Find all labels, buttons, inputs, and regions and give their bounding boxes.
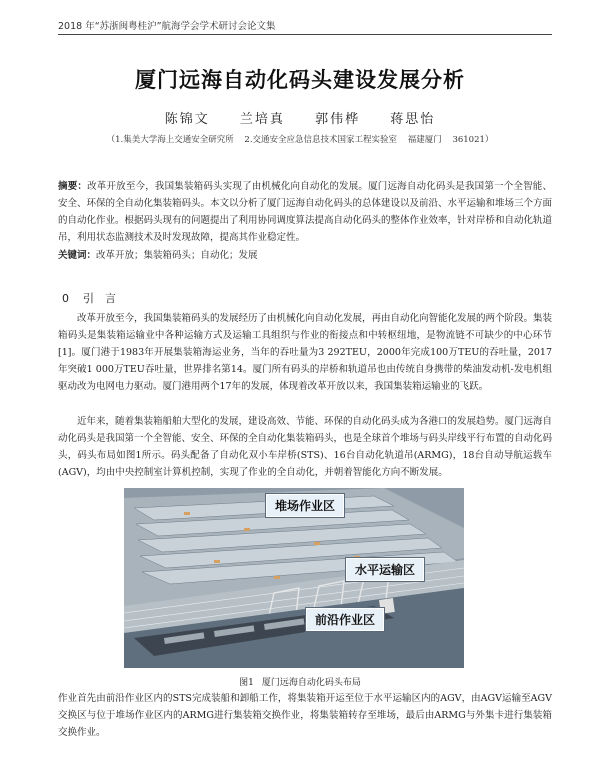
- author: 陈锦文: [164, 112, 210, 127]
- author: 蒋思怡: [390, 112, 436, 127]
- author: 兰培真: [239, 112, 285, 127]
- author: 郭伟桦: [315, 112, 361, 127]
- section-heading: [62, 290, 130, 306]
- affiliation: [0, 133, 600, 145]
- abstract: [58, 178, 552, 246]
- abstract-label: 摘要：: [58, 181, 88, 192]
- body-paragraph: 作业首先由前沿作业区内的STS完成装船和卸船工作，将集装箱开运至位于水平运输区内的AGV，由AGV运输至AGV交换区与位于堆场作业区内的ARMG进行集装箱交换作业，将集装箱转存至堆场，最后由ARMG与外集卡进行集装箱交换作业。: [58, 693, 552, 738]
- body-paragraph: 近年来，随着集装箱船舶大型化的发展，建设高效、节能、环保的自动化码头成为各港口的发展趋势。厦门远海自动化码头是我国第一个全智能、安全、环保的全自动化集装箱码头，也是全球首个堆场与码头岸线平行布置的自动化码头，码头布局如图1所示。码头配备了自动化双小车岸桥(STS)、16台自动化轨道吊(ARMG)，18台自动导航运载车(AGV)，均由中央控制室计算机控制，实现了作业的全自动化，并朝着智能化方向不断发展。: [58, 416, 553, 478]
- affiliation-part: （1.集美大学海上交通安全研究所: [106, 135, 234, 145]
- affiliation-part: 福建厦门: [407, 135, 442, 145]
- running-header: 2018 年“苏浙闽粤桂沪”航海学会学术研讨会论文集: [58, 21, 276, 32]
- paper-title: 厦门远海自动化码头建设发展分析: [135, 68, 465, 92]
- section-title: 引 言: [83, 292, 116, 305]
- section-number: 0: [62, 292, 69, 305]
- terminal-layout-figure: [124, 488, 464, 668]
- affiliation-part: 361021）: [452, 135, 494, 145]
- keywords-text: 改革开放；集装箱码头；自动化；发展: [96, 250, 258, 261]
- zone-label-front: 前沿作业区: [306, 608, 384, 631]
- header-rule: [58, 34, 552, 35]
- figure-number: 图1: [239, 678, 254, 688]
- author-list: [0, 108, 600, 127]
- figure-caption: [0, 675, 600, 688]
- body-paragraph: 改革开放至今，我国集装箱码头的发展经历了由机械化向自动化发展，再由自动化向智能化发展的两个阶段。集装箱码头是集装箱运输业中各种运输方式及运输工具组织与作业的衔接点和中转枢纽地，是物流链不可缺少的中心环节[1]。厦门港于1983年开展集装箱海运业务，当年的吞吐量为3 292TEU，2000年完成100万TEU的吞吐量，2017年突破1 000万TEU吞吐量，世界排名第14。厦门所有码头的岸桥和轨道吊也由传统自身携带的柴油发动机-发电机组驱动改为电网电力驱动。厦门港用两个17年的发展，体现着改革开放以来，我国集装箱运输业的飞跃。: [58, 313, 553, 392]
- zone-label-yard: 堆场作业区: [266, 494, 344, 517]
- zone-label-horizontal-transport: 水平运输区: [346, 558, 424, 581]
- abstract-text: 改革开放至今，我国集装箱码头实现了由机械化向自动化的发展。厦门远海自动化码头是我国第一个全智能、安全、环保的全自动化集装箱码头。本文以分析了厦门远海自动化码头的总体建设以及前沿、水平运输和堆场三个方面的自动化作业。根据码头现有的问题提出了利用协同调度算法提高自动化码头的整体作业效率，针对岸桥和自动化轨道吊，利用状态监测技术及时发现故障，提高其作业稳定性。: [58, 181, 553, 243]
- keywords: [58, 247, 552, 261]
- figure-caption-text: 厦门远海自动化码头布局: [261, 678, 361, 688]
- keywords-label: 关键词：: [58, 250, 97, 261]
- affiliation-part: 2.交通安全应急信息技术国家工程实验室: [244, 135, 398, 145]
